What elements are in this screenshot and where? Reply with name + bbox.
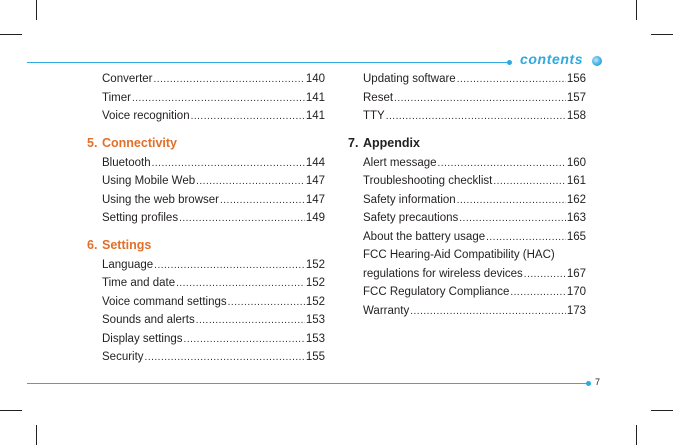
toc-entry-page: 153 bbox=[305, 332, 325, 345]
section-number: 5. bbox=[87, 135, 98, 150]
toc-entry-title: Updating software bbox=[363, 73, 456, 85]
toc-entry-title: regulations for wireless devices bbox=[363, 267, 523, 280]
toc-entry[interactable] bbox=[363, 175, 586, 194]
dot-leader bbox=[132, 93, 305, 104]
section-heading[interactable] bbox=[348, 136, 586, 157]
section-heading[interactable] bbox=[87, 136, 325, 157]
toc-entry-page: 161 bbox=[566, 175, 586, 187]
toc-entry-title: Converter bbox=[102, 73, 153, 85]
toc-entry-title: Timer bbox=[102, 91, 131, 104]
dot-leader bbox=[154, 260, 305, 271]
toc-entry[interactable] bbox=[363, 231, 586, 250]
footer-rule bbox=[27, 383, 587, 384]
section-number: 7. bbox=[348, 135, 359, 150]
dot-leader bbox=[457, 195, 566, 206]
dot-leader bbox=[510, 287, 565, 298]
crop-mark bbox=[636, 425, 637, 445]
toc-entry-page: 170 bbox=[566, 286, 586, 298]
dot-leader bbox=[196, 176, 305, 187]
crop-mark bbox=[0, 410, 22, 411]
dot-leader bbox=[486, 232, 566, 243]
toc-entry-page: 147 bbox=[305, 175, 325, 187]
toc-entry-title: Reset bbox=[363, 91, 394, 104]
toc-entry-title: FCC Hearing-Aid Compatibility (HAC) bbox=[363, 249, 555, 261]
toc-entry-page: 160 bbox=[566, 156, 586, 169]
toc-entry-title: Alert message bbox=[363, 156, 437, 169]
crop-mark bbox=[651, 410, 673, 411]
toc-entry[interactable] bbox=[102, 351, 325, 370]
dot-leader bbox=[438, 158, 566, 169]
toc-entry[interactable] bbox=[363, 268, 586, 287]
toc-entry[interactable] bbox=[363, 110, 586, 129]
toc-entry-title: Using the web browser bbox=[102, 193, 219, 206]
toc-entry-page: 152 bbox=[305, 295, 325, 308]
toc-entry-title: FCC Regulatory Compliance bbox=[363, 286, 510, 298]
dot-leader bbox=[154, 74, 305, 85]
dot-leader bbox=[152, 158, 305, 169]
footer-dot bbox=[586, 381, 591, 386]
dot-leader bbox=[220, 195, 305, 206]
section-title: Connectivity bbox=[102, 135, 178, 150]
toc-entry-title: Bluetooth bbox=[102, 156, 151, 169]
toc-entry[interactable] bbox=[363, 305, 586, 324]
toc-entry-page: 167 bbox=[566, 267, 586, 280]
toc-entry[interactable] bbox=[102, 73, 325, 92]
toc-entry-page: 156 bbox=[566, 73, 586, 85]
toc-entry-page: 147 bbox=[305, 193, 325, 206]
toc-entry-title: Language bbox=[102, 258, 154, 271]
section-heading[interactable] bbox=[87, 238, 325, 259]
toc-entry-title: Voice recognition bbox=[102, 110, 190, 122]
toc-entry-page: 149 bbox=[305, 212, 325, 224]
toc-entry-title: Setting profiles bbox=[102, 212, 179, 224]
toc-entry[interactable] bbox=[102, 333, 325, 352]
crop-mark bbox=[651, 34, 673, 35]
toc-entry-title: Using Mobile Web bbox=[102, 175, 196, 187]
toc-entry-page: 152 bbox=[305, 258, 325, 271]
toc-entry-title: Sounds and alerts bbox=[102, 314, 195, 326]
dot-leader bbox=[386, 111, 566, 122]
toc-entry-title: Display settings bbox=[102, 332, 183, 345]
toc-entry[interactable] bbox=[102, 212, 325, 231]
dot-leader bbox=[228, 297, 305, 308]
dot-leader bbox=[457, 74, 566, 85]
toc-entry[interactable] bbox=[102, 259, 325, 278]
bubble-icon bbox=[592, 56, 602, 66]
toc-entry-title: Warranty bbox=[363, 304, 410, 317]
toc-entry-page: 140 bbox=[305, 73, 325, 85]
dot-leader bbox=[196, 315, 305, 326]
toc-entry[interactable] bbox=[102, 277, 325, 296]
dot-leader bbox=[191, 111, 305, 122]
toc-entry[interactable] bbox=[363, 194, 586, 213]
toc-entry[interactable] bbox=[102, 296, 325, 315]
toc-entry[interactable] bbox=[102, 314, 325, 333]
crop-mark bbox=[0, 34, 22, 35]
toc-entry-page: 162 bbox=[566, 193, 586, 206]
dot-leader bbox=[524, 269, 566, 280]
toc-entry-title: Time and date bbox=[102, 277, 176, 289]
section-title: Appendix bbox=[363, 135, 420, 150]
toc-entry-page: 165 bbox=[566, 230, 586, 243]
toc-entry-page: 158 bbox=[566, 110, 586, 122]
section-number: 6. bbox=[87, 237, 98, 252]
toc-entry-page: 141 bbox=[305, 91, 325, 104]
crop-mark bbox=[36, 425, 37, 445]
page-number: 7 bbox=[595, 377, 601, 387]
toc-entry-page: 152 bbox=[305, 277, 325, 289]
dot-leader bbox=[184, 334, 305, 345]
toc-entry-page: 173 bbox=[566, 304, 586, 317]
toc-right-column bbox=[348, 73, 586, 323]
toc-entry-title: Voice command settings bbox=[102, 295, 227, 308]
toc-entry-page: 163 bbox=[566, 212, 586, 224]
toc-entry-line[interactable] bbox=[363, 249, 586, 268]
toc-entry-title: Troubleshooting checklist bbox=[363, 175, 493, 187]
toc-entry[interactable] bbox=[102, 157, 325, 176]
toc-entry[interactable] bbox=[102, 92, 325, 111]
toc-entry[interactable] bbox=[102, 110, 325, 129]
toc-entry[interactable] bbox=[363, 212, 586, 231]
toc-left-column bbox=[87, 73, 325, 370]
toc-entry-title: TTY bbox=[363, 110, 385, 122]
crop-mark bbox=[36, 0, 37, 20]
toc-entry-page: 153 bbox=[305, 314, 325, 326]
dot-leader bbox=[176, 278, 305, 289]
dot-leader bbox=[410, 306, 566, 317]
header-rule bbox=[27, 62, 511, 63]
toc-entry[interactable] bbox=[363, 286, 586, 305]
crop-mark bbox=[636, 0, 637, 20]
section-title: Settings bbox=[102, 237, 152, 252]
dot-leader bbox=[145, 352, 305, 363]
dot-leader bbox=[493, 176, 565, 187]
toc-entry[interactable] bbox=[363, 73, 586, 92]
dot-leader bbox=[394, 93, 566, 104]
toc-entry-page: 157 bbox=[566, 91, 586, 104]
toc-entry-title: Security bbox=[102, 351, 144, 363]
toc-entry[interactable] bbox=[363, 92, 586, 111]
toc-entry-page: 141 bbox=[305, 110, 325, 122]
toc-entry[interactable] bbox=[102, 194, 325, 213]
toc-entry-title: Safety precautions bbox=[363, 212, 459, 224]
toc-entry-page: 144 bbox=[305, 156, 325, 169]
toc-entry-title: Safety information bbox=[363, 193, 456, 206]
dot-leader bbox=[459, 213, 566, 224]
header-dot bbox=[507, 60, 512, 65]
dot-leader bbox=[179, 213, 305, 224]
toc-entry[interactable] bbox=[102, 175, 325, 194]
page-title: contents bbox=[520, 51, 584, 67]
toc-entry-title: About the battery usage bbox=[363, 230, 486, 243]
toc-entry-page: 155 bbox=[305, 351, 325, 363]
toc-entry[interactable] bbox=[363, 157, 586, 176]
